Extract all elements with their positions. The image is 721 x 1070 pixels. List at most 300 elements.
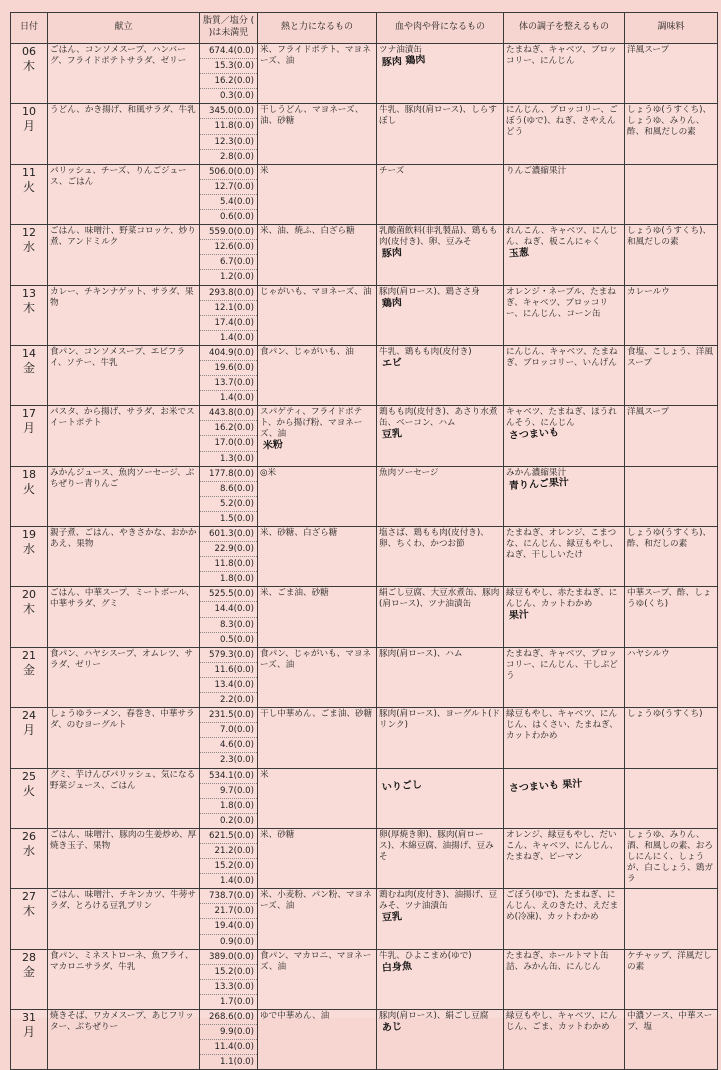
blood-cell-text: 豚肉(肩ロース)、絹ごし豆腐 xyxy=(379,1011,489,1021)
energy-cell-text: 食パン、じゃがいも、油 xyxy=(260,346,354,357)
date-cell xyxy=(11,949,48,1009)
energy-cell xyxy=(258,708,377,768)
day-number: 24 xyxy=(22,709,36,723)
energy-cell-handwritten-note: 米粉 xyxy=(262,439,284,452)
body-cell xyxy=(504,406,625,466)
seasoning-cell xyxy=(625,889,718,949)
header-menu: 献立 xyxy=(48,13,200,44)
nutrition-value: 21.2(0.0) xyxy=(200,844,257,859)
nutrition-cell xyxy=(200,44,258,104)
nutrition-value: 19.6(0.0) xyxy=(200,361,257,376)
date-cell xyxy=(11,345,48,405)
date-cell xyxy=(11,44,48,104)
nutrition-cell xyxy=(200,889,258,949)
blood-cell-handwritten-note: 白身魚 xyxy=(381,960,413,974)
nutrition-value: 268.6(0.0) xyxy=(200,1010,257,1025)
header-blood: 血や肉や骨になるもの xyxy=(377,13,504,44)
date-cell xyxy=(11,647,48,707)
day-number: 18 xyxy=(22,467,36,481)
day-number: 25 xyxy=(22,769,36,783)
table-row xyxy=(11,1010,718,1070)
nutrition-cell xyxy=(200,164,258,224)
nutrition-cell xyxy=(200,285,258,345)
date-cell xyxy=(11,225,48,285)
weekday: 月 xyxy=(22,421,35,436)
blood-cell xyxy=(377,164,504,224)
energy-cell-text: スパゲティ、フライドポテト、から揚げ粉、マヨネーズ、油 xyxy=(260,407,363,440)
energy-cell-text: 食パン、じゃがいも、マヨネーズ、油 xyxy=(260,648,372,670)
menu-cell: ごはん、中華スープ、ミートボール、中華サラダ、グミ xyxy=(48,587,200,647)
nutrition-value: 13.3(0.0) xyxy=(200,980,257,995)
blood-cell-handwritten-note: いりごし xyxy=(381,779,423,793)
blood-cell xyxy=(377,828,504,888)
menu-cell: しょうゆラーメン、春巻き、中華サラダ、のむヨーグルト xyxy=(48,708,200,768)
energy-cell-text: 干しうどん、マヨネーズ、油、砂糖 xyxy=(260,105,364,127)
body-cell-handwritten-note: さつまいも xyxy=(508,427,560,442)
date-cell xyxy=(11,587,48,647)
date-cell xyxy=(11,406,48,466)
energy-cell xyxy=(258,828,377,888)
weekday: 水 xyxy=(22,542,35,557)
day-number: 11 xyxy=(22,165,36,179)
date-cell xyxy=(11,285,48,345)
blood-cell-text: 絹ごし豆腐、大豆水煮缶、豚肉(肩ロース)、ツナ油漬缶 xyxy=(379,588,500,610)
body-cell xyxy=(504,225,625,285)
blood-cell-handwritten-note: 鶏肉 xyxy=(381,296,403,310)
nutrition-value: 16.2(0.0) xyxy=(200,421,257,436)
weekday: 木 xyxy=(22,602,35,617)
table-row xyxy=(11,949,718,1009)
nutrition-value: 1.7(0.0) xyxy=(219,996,254,1007)
nutrition-value: 1.5(0.0) xyxy=(219,513,254,524)
energy-cell-text: ◎米 xyxy=(260,467,277,478)
seasoning-cell: しょうゆ(うすくち)、酢、和だしの素 xyxy=(625,527,718,587)
blood-cell xyxy=(377,587,504,647)
nutrition-value: 4.6(0.0) xyxy=(200,738,257,753)
energy-cell xyxy=(258,164,377,224)
nutrition-value: 2.3(0.0) xyxy=(219,755,254,766)
weekday: 月 xyxy=(22,1025,35,1040)
energy-cell xyxy=(258,285,377,345)
blood-cell-text: 乳酸菌飲料(非乳製品)、鶏もも肉(皮付き)、卵、豆みそ xyxy=(379,226,498,248)
blood-cell xyxy=(377,768,504,828)
table-row xyxy=(11,889,718,949)
nutrition-value: 0.6(0.0) xyxy=(219,212,254,223)
body-cell-text: ごぼう(ゆで)、たまねぎ、にんじん、えのきたけ、えだまめ(冷凍)、カットわかめ xyxy=(506,890,619,923)
blood-cell-handwritten-note: エビ xyxy=(381,357,403,370)
energy-cell xyxy=(258,587,377,647)
day-number: 20 xyxy=(22,588,36,602)
table-row xyxy=(11,164,718,224)
nutrition-value: 0.9(0.0) xyxy=(219,936,254,947)
nutrition-value: 1.8(0.0) xyxy=(219,574,254,585)
menu-cell: グミ、芋けんぴパリッシュ、気になる野菜ジュース、ごはん xyxy=(48,768,200,828)
menu-cell: 焼きそば、ワカメスープ、あじフリッター、ぶちぜりー xyxy=(48,1010,200,1070)
day-number: 12 xyxy=(22,226,36,240)
energy-cell xyxy=(258,647,377,707)
energy-cell xyxy=(258,44,377,104)
nutrition-value: 15.2(0.0) xyxy=(200,965,257,980)
blood-cell-text: ツナ油漬缶 xyxy=(379,45,422,55)
date-cell xyxy=(11,104,48,164)
nutrition-value: 2.2(0.0) xyxy=(219,695,254,706)
blood-cell xyxy=(377,647,504,707)
body-cell xyxy=(504,164,625,224)
seasoning-cell: 中華スープ、酢、しょうゆ(くち) xyxy=(625,587,718,647)
nutrition-value: 14.4(0.0) xyxy=(200,602,257,617)
seasoning-cell: 洋風スープ xyxy=(625,406,718,466)
blood-cell-text: 牛乳、豚肉(肩ロース)、しらすぼし xyxy=(379,105,497,127)
blood-cell-text: 豚肉(肩ロース)、鶏ささ身 xyxy=(379,286,480,297)
energy-cell xyxy=(258,345,377,405)
nutrition-value: 5.4(0.0) xyxy=(200,195,257,210)
energy-cell-text: ゆで中華めん、油 xyxy=(260,1011,330,1021)
date-cell xyxy=(11,768,48,828)
body-cell-text: にんじん、ブロッコリー、ごぼう(ゆで)、ねぎ、さやえんどう xyxy=(506,105,618,138)
nutrition-value: 6.7(0.0) xyxy=(200,255,257,270)
blood-cell-text: 塩さば、鶏もも肉(皮付き)、卵、ちくわ、かつお節 xyxy=(379,528,489,549)
nutrition-value: 579.3(0.0) xyxy=(200,648,257,663)
table-row xyxy=(11,44,718,104)
body-cell-text: オレンジ・ネーブル、たまねぎ、キャベツ、ブロッコリー、にんじん、コーン缶 xyxy=(506,286,616,319)
seasoning-cell: 中濃ソース、中華スープ、塩 xyxy=(625,1010,718,1070)
nutrition-value: 15.3(0.0) xyxy=(200,59,257,74)
body-cell-text: 緑豆もやし、キャベツ、にんじん、ごま、カットわかめ xyxy=(506,1011,618,1032)
nutrition-cell xyxy=(200,466,258,526)
energy-cell-text: 米、砂糖、白ざら糖 xyxy=(260,528,338,538)
nutrition-value: 1.2(0.0) xyxy=(219,272,254,283)
nutrition-value: 7.0(0.0) xyxy=(200,723,257,738)
nutrition-cell xyxy=(200,647,258,707)
nutrition-value: 506.0(0.0) xyxy=(200,165,257,180)
body-cell xyxy=(504,949,625,1009)
nutrition-value: 0.5(0.0) xyxy=(219,634,254,645)
blood-cell xyxy=(377,1010,504,1070)
body-cell-text: りんご濃縮果汁 xyxy=(506,165,567,176)
energy-cell xyxy=(258,949,377,1009)
blood-cell xyxy=(377,466,504,526)
table-row xyxy=(11,647,718,707)
energy-cell-text: じゃがいも、マヨネーズ、油 xyxy=(260,286,372,297)
header-row xyxy=(11,13,718,44)
body-cell xyxy=(504,647,625,707)
body-cell-handwritten-note: 青りんご果汁 xyxy=(508,476,570,492)
menu-cell: 食パン、コンソメスープ、エビフライ、ソテー、牛乳 xyxy=(48,345,200,405)
energy-cell-text: 米、砂糖 xyxy=(260,829,295,840)
energy-cell xyxy=(258,889,377,949)
energy-cell-text: 干し中華めん、ごま油、砂糖 xyxy=(260,709,373,720)
weekday: 月 xyxy=(22,119,35,134)
blood-cell-text: 豚肉(肩ロース)、ヨーグルト(ドリンク) xyxy=(379,709,501,731)
body-cell-text: にんじん、キャベツ、たまねぎ、ブロッコリー、いんげん xyxy=(506,346,618,368)
weekday: 火 xyxy=(22,783,35,798)
day-number: 06 xyxy=(22,45,36,58)
nutrition-value: 11.8(0.0) xyxy=(200,557,257,572)
blood-cell xyxy=(377,527,504,587)
weekday: 木 xyxy=(22,59,35,74)
blood-cell xyxy=(377,406,504,466)
body-cell xyxy=(504,708,625,768)
nutrition-value: 12.1(0.0) xyxy=(200,301,257,316)
blood-cell-handwritten-note: 豆乳 xyxy=(381,428,403,441)
weekday: 木 xyxy=(22,300,35,315)
blood-cell-text: 鶏むね肉(皮付き)、油揚げ、豆みそ、ツナ油漬缶 xyxy=(379,890,498,912)
seasoning-cell: しょうゆ(うすくち) xyxy=(625,708,718,768)
date-cell xyxy=(11,828,48,888)
table-row xyxy=(11,225,718,285)
energy-cell-text: 米、油、焼ふ、白ざら糖 xyxy=(260,226,355,237)
nutrition-value: 621.5(0.0) xyxy=(200,829,257,844)
blood-cell-text: 卵(厚焼き卵)、豚肉(肩ロース)、木綿豆腐、油揚げ、豆みそ xyxy=(379,829,494,862)
weekday: 金 xyxy=(22,964,35,979)
seasoning-cell: しょうゆ(うすくち)、和風だしの素 xyxy=(625,225,718,285)
nutrition-cell xyxy=(200,104,258,164)
nutrition-cell xyxy=(200,406,258,466)
nutrition-value: 12.3(0.0) xyxy=(200,135,257,150)
day-number: 31 xyxy=(22,1011,36,1024)
body-cell xyxy=(504,345,625,405)
header-body: 体の調子を整えるもの xyxy=(504,13,625,44)
table-row xyxy=(11,406,718,466)
day-number: 17 xyxy=(22,407,36,421)
menu-cell: ごはん、味噌汁、チキンカツ、牛蒡サラダ、とろける豆乳プリン xyxy=(48,889,200,949)
nutrition-value: 12.7(0.0) xyxy=(200,180,257,195)
body-cell-text: キャベツ、たまねぎ、ほうれんそう、にんじん xyxy=(506,407,617,429)
nutrition-cell xyxy=(200,587,258,647)
nutrition-value: 293.8(0.0) xyxy=(200,286,257,301)
menu-cell: ごはん、味噌汁、豚肉の生姜炒め、厚焼き玉子、果物 xyxy=(48,828,200,888)
nutrition-cell xyxy=(200,768,258,828)
body-cell-text: オレンジ、緑豆もやし、だいこん、キャベツ、にんじん、たまねぎ、ピーマン xyxy=(506,829,619,862)
blood-cell xyxy=(377,889,504,949)
date-cell xyxy=(11,527,48,587)
nutrition-value: 8.3(0.0) xyxy=(200,618,257,633)
nutrition-value: 22.9(0.0) xyxy=(200,542,257,557)
nutrition-cell xyxy=(200,708,258,768)
day-number: 13 xyxy=(22,286,36,300)
nutrition-value: 16.2(0.0) xyxy=(200,74,257,89)
nutrition-value: 559.0(0.0) xyxy=(200,225,257,240)
body-cell-text: たまねぎ、ホールトマト缶詰、みかん缶、にんじん xyxy=(506,950,609,972)
nutrition-value: 11.4(0.0) xyxy=(200,1040,257,1055)
seasoning-cell: ハヤシルウ xyxy=(625,647,718,707)
blood-cell xyxy=(377,44,504,104)
nutrition-value: 1.3(0.0) xyxy=(219,453,254,464)
nutrition-cell xyxy=(200,527,258,587)
nutrition-value: 389.0(0.0) xyxy=(200,950,257,965)
energy-cell xyxy=(258,768,377,828)
seasoning-cell: 洋風スープ xyxy=(625,44,718,104)
nutrition-value: 177.8(0.0) xyxy=(200,467,257,482)
menu-cell: ごはん、味噌汁、野菜コロッケ、炒り煮、アンドミルク xyxy=(48,225,200,285)
body-cell-text: たまねぎ、オレンジ、こまつな、にんじん、緑豆もやし、ねぎ、干ししいたけ xyxy=(506,528,619,560)
table-row xyxy=(11,708,718,768)
body-cell xyxy=(504,768,625,828)
seasoning-cell xyxy=(625,768,718,828)
nutrition-value: 1.4(0.0) xyxy=(219,332,254,343)
weekday: 火 xyxy=(22,179,35,194)
day-number: 21 xyxy=(22,648,36,662)
body-cell-text: れんこん、キャベツ、にんじん、ねぎ、板こんにゃく xyxy=(506,226,618,248)
nutrition-value: 1.4(0.0) xyxy=(219,393,254,404)
blood-cell-text: 魚肉ソーセージ xyxy=(379,467,439,478)
nutrition-cell xyxy=(200,828,258,888)
nutrition-value: 345.0(0.0) xyxy=(200,104,257,119)
header-date: 日付 xyxy=(11,13,48,44)
menu-cell: パリッシュ、チーズ、りんごジュース、ごはん xyxy=(48,164,200,224)
nutrition-value: 11.6(0.0) xyxy=(200,663,257,678)
header-nutrition: 脂質／塩分 ( )は未満児 xyxy=(200,13,258,44)
table-row xyxy=(11,587,718,647)
body-cell xyxy=(504,828,625,888)
energy-cell-text: 米、ごま油、砂糖 xyxy=(260,588,329,599)
blood-cell-text: 牛乳、鶏もも肉(皮付き) xyxy=(379,346,472,357)
blood-cell-text: 豚肉(肩ロース)、ハム xyxy=(379,648,463,659)
nutrition-value: 19.4(0.0) xyxy=(200,919,257,934)
menu-cell: みかんジュース、魚肉ソーセージ、ぶちぜりー青りんご xyxy=(48,466,200,526)
blood-cell xyxy=(377,949,504,1009)
blood-cell-handwritten-note: あじ xyxy=(381,1021,403,1034)
body-cell-handwritten-note: さつまいも 果汁 xyxy=(508,777,583,795)
date-cell xyxy=(11,889,48,949)
table-row xyxy=(11,466,718,526)
seasoning-cell: ケチャップ、洋風だしの素 xyxy=(625,949,718,1009)
nutrition-value: 231.5(0.0) xyxy=(200,708,257,723)
nutrition-value: 0.3(0.0) xyxy=(219,91,254,102)
nutrition-value: 404.9(0.0) xyxy=(200,346,257,361)
nutrition-value: 443.8(0.0) xyxy=(200,406,257,421)
weekday: 月 xyxy=(22,723,35,738)
nutrition-cell xyxy=(200,225,258,285)
blood-cell-handwritten-note: 豚肉 鶏肉 xyxy=(381,54,426,69)
nutrition-value: 525.5(0.0) xyxy=(200,587,257,602)
table-row xyxy=(11,527,718,587)
seasoning-cell: しょうゆ(うすくち)、しょうゆ、みりん、酢、和風だしの素 xyxy=(625,104,718,164)
body-cell-handwritten-note: 果汁 xyxy=(508,609,530,623)
seasoning-cell: 食塩、こしょう、洋風スープ xyxy=(625,345,718,405)
body-cell xyxy=(504,104,625,164)
blood-cell-text: 鶏もも肉(皮付き)、あさり水煮缶、ベーコン、ハム xyxy=(379,407,498,429)
body-cell xyxy=(504,44,625,104)
nutrition-value: 13.4(0.0) xyxy=(200,678,257,693)
menu-cell: 食パン、ミネストローネ、魚フライ、マカロニサラダ、牛乳 xyxy=(48,949,200,1009)
seasoning-cell: しょうゆ、みりん、酒、和風しの素、おろしにんにく、しょうが、白こしょう、鶏ガラ xyxy=(625,828,718,888)
blood-cell xyxy=(377,225,504,285)
seasoning-cell xyxy=(625,164,718,224)
day-number: 19 xyxy=(22,528,36,541)
nutrition-value: 13.7(0.0) xyxy=(200,376,257,391)
nutrition-value: 5.2(0.0) xyxy=(200,497,257,512)
nutrition-value: 1.8(0.0) xyxy=(200,799,257,814)
weekday: 火 xyxy=(22,481,35,496)
menu-cell: うどん、かき揚げ、和風サラダ、牛乳 xyxy=(48,104,200,164)
nutrition-value: 21.7(0.0) xyxy=(200,904,257,919)
day-number: 28 xyxy=(22,950,36,964)
menu-cell: カレー、チキンナゲット、サラダ、果物 xyxy=(48,285,200,345)
nutrition-value: 601.3(0.0) xyxy=(200,527,257,542)
table-row xyxy=(11,345,718,405)
menu-cell: 親子煮、ごはん、やきさかな、おかかあえ、果物 xyxy=(48,527,200,587)
nutrition-cell xyxy=(200,1010,258,1070)
energy-cell xyxy=(258,466,377,526)
energy-cell-text: 米 xyxy=(260,769,269,780)
energy-cell xyxy=(258,225,377,285)
seasoning-cell xyxy=(625,466,718,526)
nutrition-value: 17.0(0.0) xyxy=(200,436,257,451)
menu-sheet xyxy=(10,12,717,1068)
body-cell-text: 緑豆もやし、キャベツ、にんじん、はくさい、たまねぎ、カットわかめ xyxy=(506,709,618,742)
body-cell-text: たまねぎ、キャベツ、ブロッコリー、にんじん、干しぶどう xyxy=(506,648,618,681)
nutrition-value: 0.2(0.0) xyxy=(219,815,254,826)
seasoning-cell: カレールウ xyxy=(625,285,718,345)
weekday: 金 xyxy=(22,360,35,375)
blood-cell xyxy=(377,285,504,345)
weekday: 水 xyxy=(22,843,35,858)
nutrition-value: 9.9(0.0) xyxy=(200,1025,257,1040)
weekday: 水 xyxy=(22,240,35,255)
blood-cell xyxy=(377,345,504,405)
header-energy: 熱と力になるもの xyxy=(258,13,377,44)
table-row xyxy=(11,285,718,345)
energy-cell xyxy=(258,104,377,164)
menu-cell: パスタ、から揚げ、サラダ、お米でスイートポテト xyxy=(48,406,200,466)
body-cell xyxy=(504,889,625,949)
date-cell xyxy=(11,164,48,224)
nutrition-value: 12.6(0.0) xyxy=(200,240,257,255)
menu-cell: ごはん、コンソメスープ、ハンバーグ、フライドポテトサラダ、ゼリー xyxy=(48,44,200,104)
nutrition-cell xyxy=(200,949,258,1009)
nutrition-value: 17.4(0.0) xyxy=(200,316,257,331)
energy-cell xyxy=(258,406,377,466)
nutrition-cell xyxy=(200,345,258,405)
energy-cell-text: 食パン、マカロニ、マヨネーズ、油 xyxy=(260,950,372,972)
nutrition-value: 2.8(0.0) xyxy=(219,151,254,162)
weekday: 金 xyxy=(22,662,35,677)
energy-cell-text: 米 xyxy=(260,165,269,176)
body-cell xyxy=(504,1010,625,1070)
nutrition-value: 11.8(0.0) xyxy=(200,119,257,134)
nutrition-value: 534.1(0.0) xyxy=(200,769,257,784)
nutrition-value: 1.4(0.0) xyxy=(219,876,254,887)
blood-cell-handwritten-note: 豆乳 xyxy=(381,911,403,924)
body-cell xyxy=(504,285,625,345)
energy-cell xyxy=(258,1010,377,1070)
body-cell xyxy=(504,527,625,587)
energy-cell xyxy=(258,527,377,587)
blood-cell-handwritten-note: 豚肉 xyxy=(381,247,403,260)
day-number: 10 xyxy=(22,105,36,119)
blood-cell xyxy=(377,104,504,164)
body-cell xyxy=(504,587,625,647)
day-number: 14 xyxy=(22,346,36,360)
table-row xyxy=(11,104,718,164)
menu-cell: 食パン、ハヤシスープ、オムレツ、サラダ、ゼリー xyxy=(48,647,200,707)
body-cell-text: たまねぎ、キャベツ、ブロッコリー、にんじん xyxy=(506,45,617,66)
day-number: 26 xyxy=(22,829,36,843)
table-row xyxy=(11,828,718,888)
nutrition-value: 15.2(0.0) xyxy=(200,859,257,874)
nutrition-value: 674.4(0.0) xyxy=(200,44,257,59)
nutrition-value: 8.6(0.0) xyxy=(200,482,257,497)
nutrition-value: 9.7(0.0) xyxy=(200,784,257,799)
blood-cell-text: チーズ xyxy=(379,165,405,176)
body-cell-text: 緑豆もやし、赤たまねぎ、にんじん、カットわかめ xyxy=(506,588,618,610)
body-cell-text: みかん濃縮果汁 xyxy=(506,467,567,478)
blood-cell-text: 牛乳、ひよこまめ(ゆで) xyxy=(379,950,472,961)
day-number: 27 xyxy=(22,890,36,904)
date-cell xyxy=(11,708,48,768)
menu-table xyxy=(10,12,718,1070)
